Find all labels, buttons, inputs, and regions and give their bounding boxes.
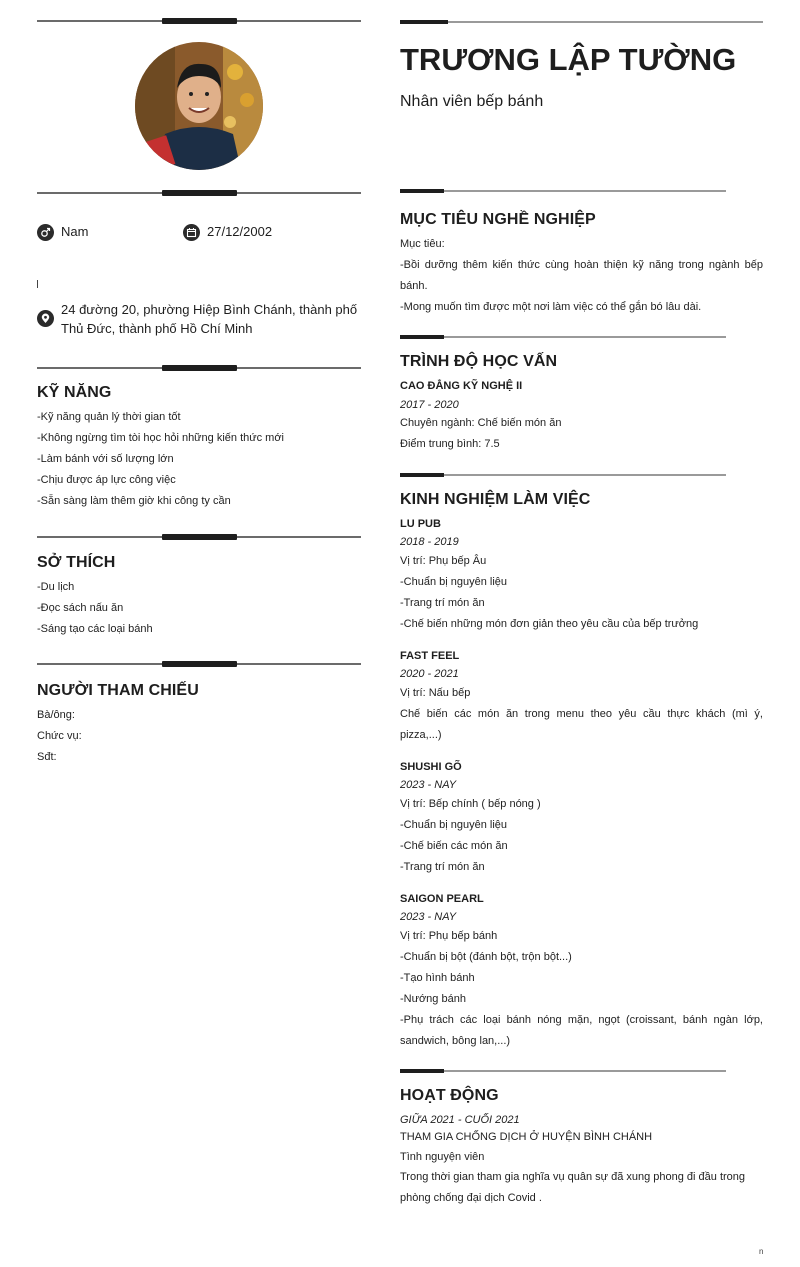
divider [400, 335, 726, 339]
list-item: -Kỹ năng quản lý thời gian tốt [37, 411, 181, 423]
education-major: Chuyên ngành: Chế biến món ăn [400, 417, 562, 429]
divider [37, 534, 361, 540]
education-gpa: Điểm trung bình: 7.5 [400, 438, 500, 450]
activities-heading: HOẠT ĐỘNG [400, 1087, 499, 1104]
activity-title: THAM GIA CHỐNG DỊCH Ở HUYỆN BÌNH CHÁNH [400, 1131, 653, 1143]
job-title: Nhân viên bếp bánh [400, 93, 544, 110]
activity-description: Trong thời gian tham gia nghĩa vụ quân sự đã xung phong đi đầu trong phòng chống đại dịch Covid . [400, 1171, 746, 1204]
avatar [135, 42, 263, 170]
list-item: -Chịu được áp lực công việc [37, 474, 176, 486]
job-details: Vị trí: Bếp chính ( bếp nóng ) -Chuẩn bị nguyên liệu -Chế biến các món ăn -Trang trí món ăn [400, 798, 541, 873]
objective-body: Mục tiêu: -Bồi dưỡng thêm kiến thức cùng hoàn thiện kỹ năng trong ngành bếp bánh. -Mong muốn tìm được một nơi làm việc có thể gắn bó lâu dài. [400, 238, 763, 313]
gender-icon [37, 224, 54, 241]
education-period: 2017 - 2020 [400, 399, 459, 411]
objective-heading: MỤC TIÊU NGHỀ NGHIỆP [400, 211, 596, 228]
gender-value: Nam [61, 224, 89, 239]
job-details: Vị trí: Nấu bếp Chế biến các món ăn trong menu theo yêu cầu thực khách (mì ý, pizza,...) [400, 687, 763, 741]
skills-heading: KỸ NĂNG [37, 384, 112, 401]
activity-period: GIỮA 2021 - CUỐI 2021 [400, 1114, 520, 1126]
company-name: SHUSHI GÕ [400, 761, 462, 773]
divider [37, 661, 361, 667]
divider [37, 365, 361, 371]
company-name: SAIGON PEARL [400, 893, 484, 905]
divider [400, 1069, 726, 1073]
list-item: -Sẵn sàng làm thêm giờ khi công ty cần [37, 495, 231, 507]
list-item: -Đọc sách nấu ăn [37, 602, 124, 614]
job-details: Vị trí: Phụ bếp bánh -Chuẩn bị bột (đánh bột, trộn bột...) -Tạo hình bánh -Nướng bánh -Phụ trách các loại bánh nóng mặn, ngọt (croissant, bánh ngàn lớp, sandwich, bông lan,...) [400, 930, 763, 1047]
list-item: Sđt: [37, 751, 57, 763]
job-period: 2023 - NAY [400, 911, 457, 923]
company-name: FAST FEEL [400, 650, 460, 662]
tick-mark [37, 280, 38, 288]
full-name: TRƯƠNG LẬP TƯỜNG [400, 42, 737, 77]
school-name: CAO ĐẲNG KỸ NGHỆ II [400, 380, 523, 392]
divider [400, 473, 726, 477]
job-details: Vị trí: Phụ bếp Âu -Chuẩn bị nguyên liệu -Trang trí món ăn -Chế biến những món đơn giản theo yêu cầu của bếp trưởng [400, 555, 699, 630]
divider [37, 18, 361, 24]
list-item: -Sáng tạo các loại bánh [37, 623, 153, 635]
page-mark: n [759, 1247, 764, 1256]
dob-value: 27/12/2002 [207, 224, 273, 239]
list-item: -Làm bánh với số lượng lớn [37, 453, 174, 465]
activity-role: Tình nguyện viên [400, 1151, 485, 1163]
skills-list [37, 407, 284, 512]
job-period: 2020 - 2021 [400, 668, 459, 680]
hobbies-list [37, 577, 153, 640]
list-item: -Du lịch [37, 581, 75, 593]
company-name: LU PUB [400, 518, 441, 530]
education-heading: TRÌNH ĐỘ HỌC VẤN [400, 353, 558, 370]
calendar-icon [183, 224, 200, 241]
divider [37, 190, 361, 196]
hobbies-heading: SỞ THÍCH [37, 554, 116, 571]
list-item: -Không ngừng tìm tòi học hỏi những kiến thức mới [37, 432, 284, 444]
experience-heading: KINH NGHIỆM LÀM VIỆC [400, 491, 591, 508]
divider [400, 20, 763, 24]
job-period: 2023 - NAY [400, 779, 457, 791]
references-heading: NGƯỜI THAM CHIẾU [37, 682, 199, 699]
location-pin-icon [37, 310, 54, 327]
list-item: Chức vụ: [37, 730, 82, 742]
references-list [37, 705, 82, 768]
list-item: Bà/ông: [37, 709, 75, 721]
job-period: 2018 - 2019 [400, 536, 459, 548]
address: 24 đường 20, phường Hiệp Bình Chánh, thành phố Thủ Đức, thành phố Hồ Chí Minh [61, 302, 358, 336]
divider [400, 189, 726, 193]
